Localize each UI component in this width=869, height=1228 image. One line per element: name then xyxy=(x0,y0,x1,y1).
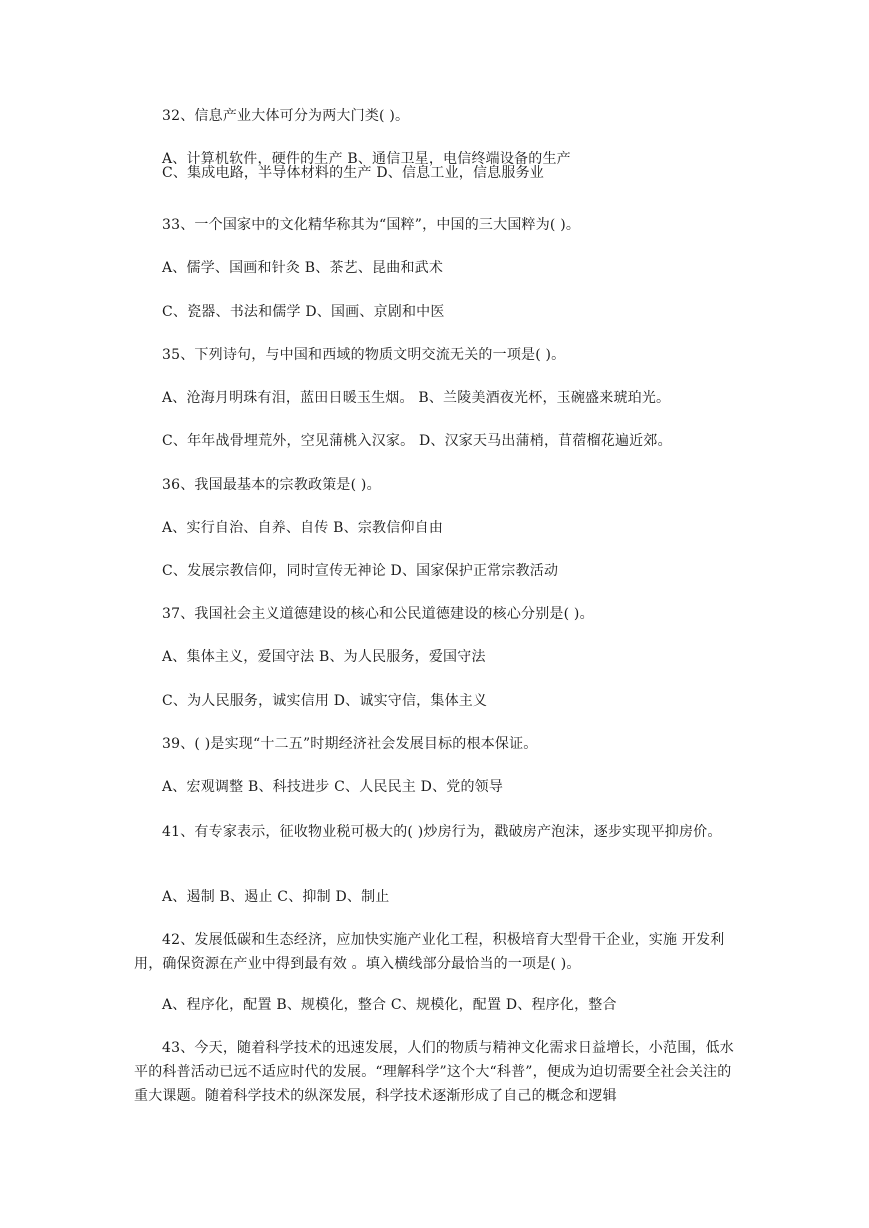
question-43: 43、今天，随着科学技术的迅速发展，人们的物质与精神文化需求日益增长，小范围，低水平的科普活动已远不适应时代的发展。“理解科学”这个大“科普”，便成为迫切需要全社会关注的重大课题。随着科学技术的纵深发展，科学技术逐渐形成了自己的概念和逻辑 xyxy=(134,1040,735,1104)
question-33: 33、一个国家中的文化精华称其为“国粹”，中国的三大国粹为( )。 xyxy=(162,217,581,233)
question-35-options-ab: A、沧海月明珠有泪，蓝田日暖玉生烟。 B、兰陵美酒夜光杯，玉碗盛来琥珀光。 xyxy=(162,390,671,406)
question-42: 42、发展低碳和生态经济，应加快实施产业化工程，积极培育大型骨干企业，实施 开发利用，确保资源在产业中得到最有效 。填入横线部分最恰当的一项是( )。 xyxy=(134,932,725,972)
question-42-options: A、程序化，配置 B、规模化，整合 C、规模化，配置 D、程序化，整合 xyxy=(162,997,617,1013)
question-33-options-cd: C、瓷器、书法和儒学 D、国画、京剧和中医 xyxy=(162,304,445,320)
question-32-options-cd: C、集成电路，半导体材料的生产 D、信息工业，信息服务业 xyxy=(162,165,544,181)
question-37: 37、我国社会主义道德建设的核心和公民道德建设的核心分别是( )。 xyxy=(162,606,594,622)
question-33-options-ab: A、儒学、国画和针灸 B、茶艺、昆曲和武术 xyxy=(162,260,444,276)
question-35-options-cd: C、年年战骨埋荒外，空见蒲桃入汉家。 D、汉家天马出蒲梢，苜蓿榴花遍近郊。 xyxy=(162,433,672,449)
question-35: 35、下列诗句，与中国和西域的物质文明交流无关的一项是( )。 xyxy=(162,347,566,363)
question-32-options-ab: A、计算机软件，硬件的生产 B、通信卫星，电信终端设备的生产 xyxy=(162,151,571,167)
question-41: 41、有专家表示，征收物业税可极大的( )炒房行为，戳破房产泡沫，逐步实现平抑房价。 xyxy=(162,824,722,840)
question-39: 39、( )是实现“十二五”时期经济社会发展目标的根本保证。 xyxy=(162,736,538,752)
question-32: 32、信息产业大体可分为两大门类( )。 xyxy=(162,108,410,124)
question-36-options-ab: A、实行自治、自养、自传 B、宗教信仰自由 xyxy=(162,520,444,536)
question-37-options-cd: C、为人民服务，诚实信用 D、诚实守信，集体主义 xyxy=(162,693,488,709)
question-41-options: A、遏制 B、遏止 C、抑制 D、制止 xyxy=(162,889,390,905)
question-36: 36、我国最基本的宗教政策是( )。 xyxy=(162,477,381,493)
question-37-options-ab: A、集体主义，爱国守法 B、为人民服务，爱国守法 xyxy=(162,649,486,665)
question-39-options: A、宏观调整 B、科技进步 C、人民民主 D、党的领导 xyxy=(162,779,504,795)
question-36-options-cd: C、发展宗教信仰，同时宣传无神论 D、国家保护正常宗教活动 xyxy=(162,563,559,579)
